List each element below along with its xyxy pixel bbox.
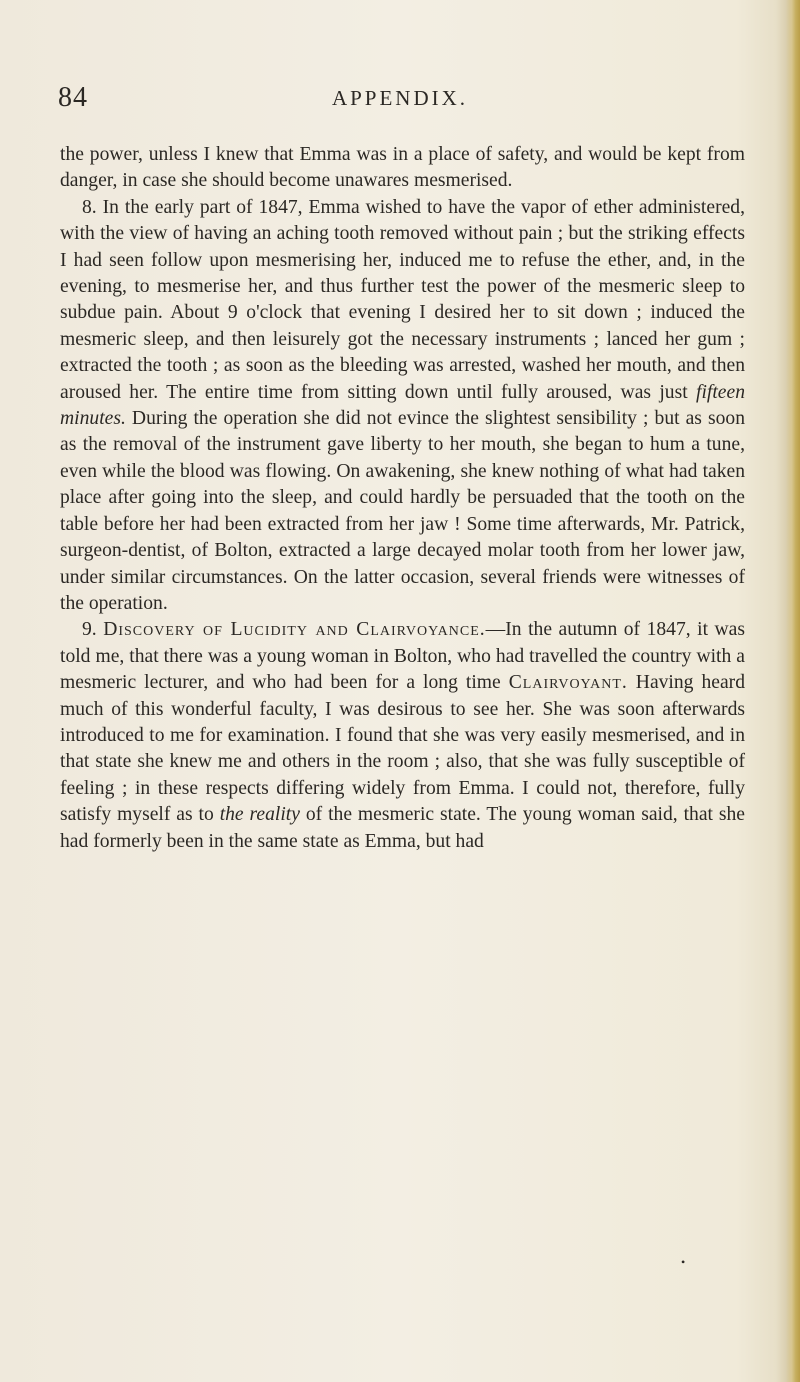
text-run: of the mesmeric state. The young woman said, that she had formerly been in the same state as Emma, but had (60, 804, 745, 852)
text-run: 9. (82, 619, 104, 641)
paragraph (60, 142, 745, 195)
body-text (60, 142, 745, 855)
text-run: Having heard much of this wonderful faculty, I was desirous to see her. She was soon afterwards introduced to me for examination. I found that she was very easily mesmerised, and in that state she knew me and others in the room ; also, that she was fully susceptible of feeling ; in these respects differing widely from Emma. I could not, therefore, fully satisfy myself as to (60, 672, 745, 826)
small-caps-text: Clairvoyant. (508, 672, 628, 694)
paragraph (60, 617, 745, 855)
running-head: APPENDIX. (331, 86, 469, 110)
footer-mark: • (681, 1255, 686, 1269)
page-number: 84 (58, 82, 88, 113)
page-edge-stain (786, 0, 800, 1382)
italic-text: fifteen minutes. (60, 381, 745, 430)
text-run: —In the autumn of 1847, it was told me, that there was a young woman in Bolton, who had travelled the country with a mesmeric lecturer, and who had been for a long time (60, 619, 745, 694)
italic-text: the reality (219, 804, 300, 826)
small-caps-text: Discovery of Lucidity and Clairvoyance. (103, 619, 486, 641)
paragraph (60, 195, 745, 618)
text-run: During the operation she did not evince the slightest sensibility ; but as soon as the removal of the instrument gave liberty to her mouth, she began to hum a tune, even while the blood was flowing. On awakening, she knew nothing of what had taken place after going into the sleep, and could hardly be persuaded that the tooth on the table before her had been extracted from her jaw ! Some time afterwards, Mr. Patrick, surgeon-dentist, of Bolton, extracted a large decayed molar tooth from her lower jaw, under similar circumstances. On the latter occasion, several friends were witnesses of the operation. (60, 408, 745, 614)
text-run: 8. In the early part of 1847, Emma wished to have the vapor of ether administered, with the view of having an aching tooth removed without pain ; but the striking effects I had seen follow upon mesmerising her, induced me to refuse the ether, and, in the evening, to mesmerise her, and thus further test the power of the mesmeric sleep to subdue pain. About 9 o'clock that evening I desired her to sit down ; induced the mesmeric sleep, and then leisurely got the necessary instruments ; lanced her gum ; extracted the tooth ; as soon as the bleeding was arrested, washed her mouth, and then aroused her. The entire time from sitting down until fully aroused, was just (60, 196, 745, 403)
page-header (0, 82, 800, 122)
text-run: the power, unless I knew that Emma was in a place of safety, and would be kept from danger, in case she should become unawares mesmerised. (60, 144, 745, 192)
